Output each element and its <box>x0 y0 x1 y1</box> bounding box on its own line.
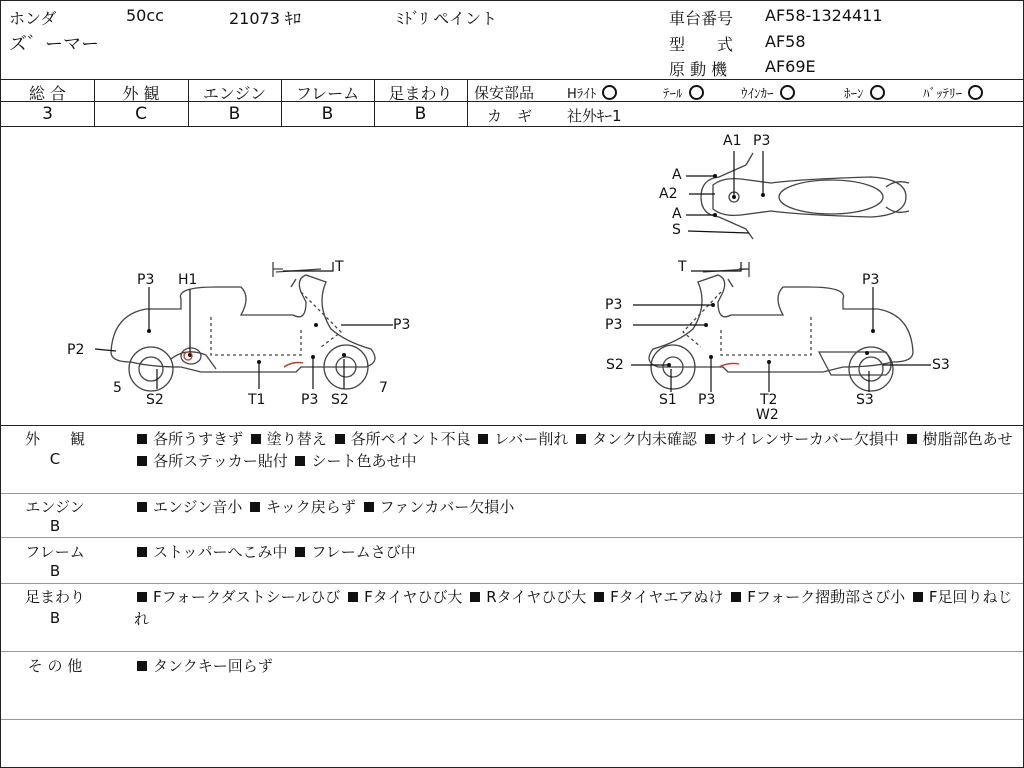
label-left-s2: S2 <box>146 392 164 408</box>
engine-label: 原 動 機 <box>669 60 728 79</box>
grade-engine: B <box>228 104 241 124</box>
divider <box>1 425 1023 426</box>
divider <box>467 79 468 126</box>
section-items <box>134 428 1014 472</box>
type-label: 型 式 <box>669 35 734 54</box>
label-left-t1: T1 <box>248 392 266 408</box>
section-items <box>134 586 1014 630</box>
bullet-square-icon <box>137 456 147 466</box>
divider <box>1 719 1023 720</box>
bullet-square-icon <box>478 434 488 444</box>
remark-item: 各所ステッカー貼付 <box>153 452 288 470</box>
label-top-p3: P3 <box>753 133 771 149</box>
type-value: AF58 <box>765 32 806 51</box>
grade-suspension: B <box>414 104 427 124</box>
remark-item: レバー削れ <box>494 430 569 448</box>
label-right-s3-bottom: S3 <box>856 392 874 408</box>
label-right-p3: P3 <box>605 317 623 333</box>
bullet-square-icon <box>137 592 147 602</box>
divider <box>1 651 1023 652</box>
remark-item: シート色あせ中 <box>311 452 417 470</box>
label-right-s1: S1 <box>659 392 677 408</box>
key-label: カ ギ <box>487 107 533 125</box>
key-value: 社外ｷｰ1 <box>567 107 622 125</box>
grade-exterior: C <box>135 104 147 124</box>
label-right-t: T <box>678 259 687 275</box>
remark-item: ファンカバー欠損小 <box>379 498 515 516</box>
label-left-p3: P3 <box>137 272 155 288</box>
remark-item: 各所ペイント不良 <box>350 430 471 448</box>
bullet-square-icon <box>137 661 147 671</box>
section-grade: B <box>49 609 61 627</box>
bullet-square-icon <box>137 502 147 512</box>
divider <box>1 583 1023 584</box>
remark-item: 樹脂部色あせ <box>922 430 1013 448</box>
model-name: ズ゛ーマー <box>9 34 99 55</box>
remark-item: 各所うすきず <box>153 430 244 448</box>
check-circle-icon <box>602 85 617 100</box>
section-grade: C <box>49 450 61 468</box>
section-items <box>134 541 1014 563</box>
chassis-label: 車台番号 <box>669 9 734 28</box>
mileage: 21073 ｷﾛ <box>229 9 301 28</box>
safety-item-winker: ｳｲﾝｶｰ <box>741 83 795 102</box>
label-top-a2: A2 <box>659 186 678 202</box>
label-left-p3-bottom: P3 <box>301 392 319 408</box>
label-right-t2: T2 <box>760 392 778 408</box>
bullet-square-icon <box>364 502 374 512</box>
label-left-t: T <box>335 259 344 275</box>
remark-item: F足回りねじれ <box>134 588 1013 628</box>
label-right-s2: S2 <box>606 357 624 373</box>
remark-item: ストッパーへこみ中 <box>153 543 288 561</box>
bullet-square-icon <box>576 434 586 444</box>
section-title: 足まわり <box>24 588 85 606</box>
label-top-a1: A1 <box>723 133 742 149</box>
label-right-p3-bottom: P3 <box>698 392 716 408</box>
label-right-p3: P3 <box>605 297 623 313</box>
label-left-p2: P2 <box>67 342 85 358</box>
label-top-a: A <box>672 167 682 183</box>
bullet-square-icon <box>913 592 923 602</box>
check-circle-icon <box>968 85 983 100</box>
safety-item-horn: ﾎｰﾝ <box>844 83 885 102</box>
remark-item: Fタイヤエアぬけ <box>610 588 724 606</box>
remark-item: Fフォークダストシールひび <box>153 588 341 606</box>
remark-item: キック戻らず <box>266 498 356 516</box>
section-title: 外 観 <box>24 430 85 448</box>
section-items <box>134 655 1014 677</box>
safety-item-headlight: Hﾗｲﾄ <box>567 83 617 102</box>
label-right-s3: S3 <box>932 357 950 373</box>
color: ﾐﾄﾞﾘ ペイント <box>396 9 498 28</box>
safety-item-battery: ﾊﾞｯﾃﾘｰ <box>923 83 983 102</box>
bullet-square-icon <box>731 592 741 602</box>
divider <box>1 493 1023 494</box>
bullet-square-icon <box>594 592 604 602</box>
bullet-square-icon <box>137 547 147 557</box>
label-top-a: A <box>672 206 682 222</box>
safety-item-tail: ﾃｰﾙ <box>663 83 704 102</box>
remark-item: フレームさび中 <box>311 543 416 561</box>
section-grade: B <box>49 517 61 535</box>
grade-header-frame: フレーム <box>295 84 360 103</box>
label-left-h1: H1 <box>178 272 198 288</box>
grade-header-engine: エンジン <box>202 84 267 103</box>
check-circle-icon <box>689 85 704 100</box>
grade-frame: B <box>321 104 334 124</box>
divider <box>1 79 1023 80</box>
remark-item: タンク内未確認 <box>592 430 697 448</box>
section-title: フレーム <box>25 543 85 561</box>
scooter-top-view <box>701 153 909 239</box>
bullet-square-icon <box>470 592 480 602</box>
bullet-square-icon <box>335 434 345 444</box>
safety-title: 保安部品 <box>474 84 535 102</box>
label-right-p3-rear: P3 <box>862 272 880 288</box>
maker: ホンダ <box>9 9 57 28</box>
bullet-square-icon <box>137 434 147 444</box>
check-circle-icon <box>780 85 795 100</box>
chassis-value: AF58-1324411 <box>765 6 883 25</box>
remark-item: Fタイヤひび大 <box>364 588 463 606</box>
grade-total: 3 <box>42 104 53 124</box>
label-left-s2-front: S2 <box>331 392 349 408</box>
remark-item: 塗り替え <box>266 430 327 448</box>
remark-item: エンジン音小 <box>153 498 243 516</box>
divider <box>1 537 1023 538</box>
remark-item: タンクキー回らず <box>153 657 273 675</box>
bullet-square-icon <box>295 456 305 466</box>
remark-item: Rタイヤひび大 <box>486 588 587 606</box>
section-title: そ の 他 <box>27 657 83 675</box>
section-title: エンジン <box>25 498 85 516</box>
label-left-7: 7 <box>379 380 388 396</box>
label-top-s: S <box>672 222 681 238</box>
label-right-w2: W2 <box>756 407 779 423</box>
remark-item: サイレンサーカバー欠損中 <box>720 430 899 448</box>
bullet-square-icon <box>250 502 260 512</box>
bullet-square-icon <box>907 434 917 444</box>
check-circle-icon <box>870 85 885 100</box>
section-grade: B <box>49 562 61 580</box>
label-left-p3-front: P3 <box>393 317 411 333</box>
remark-item: Fフォーク摺動部さび小 <box>747 588 906 606</box>
bullet-square-icon <box>251 434 261 444</box>
engine-value: AF69E <box>765 57 816 76</box>
section-items <box>134 496 1014 518</box>
grade-header-suspension: 足まわり <box>388 84 453 103</box>
label-left-5: 5 <box>113 380 122 396</box>
grade-header-exterior: 外 観 <box>122 84 160 103</box>
bullet-square-icon <box>295 547 305 557</box>
bullet-square-icon <box>348 592 358 602</box>
bullet-square-icon <box>705 434 715 444</box>
displacement: 50cc <box>126 6 164 25</box>
grade-header-total: 総 合 <box>28 84 67 103</box>
